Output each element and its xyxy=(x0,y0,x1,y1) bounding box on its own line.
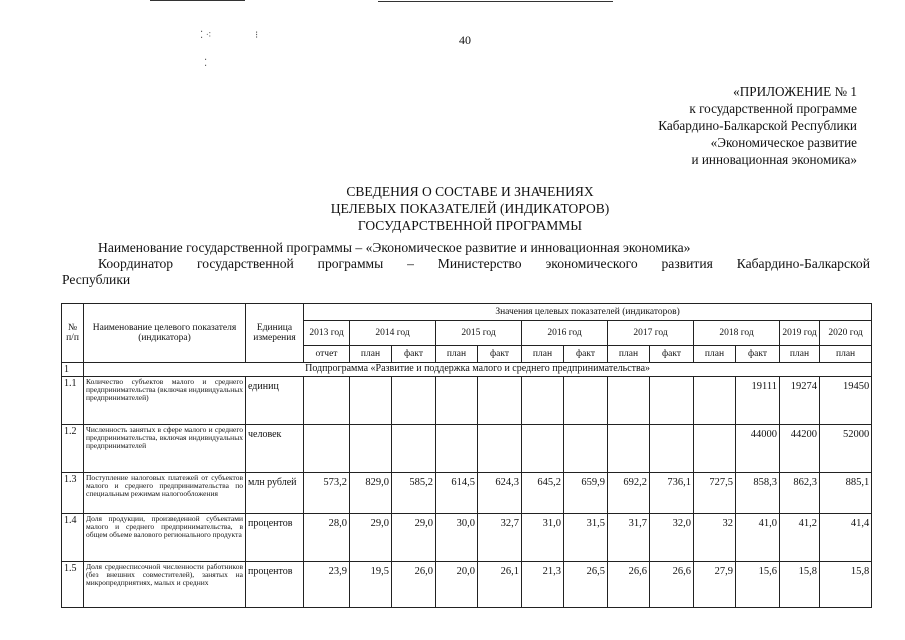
value-cell: 885,1 xyxy=(820,473,872,514)
value-cell: 585,2 xyxy=(392,473,436,514)
title-line: ГОСУДАРСТВЕННОЙ ПРОГРАММЫ xyxy=(357,218,583,233)
value-cell: 19274 xyxy=(780,377,820,425)
value-cell: 727,5 xyxy=(694,473,736,514)
value-cell xyxy=(608,377,650,425)
appendix-line: Кабардино-Балкарской Республики xyxy=(658,118,857,133)
value-cell: 27,9 xyxy=(694,562,736,608)
value-cell: 32 xyxy=(694,514,736,562)
row-num: 1.5 xyxy=(62,562,84,608)
header-year-2016: 2016 год xyxy=(522,321,608,346)
value-cell: 614,5 xyxy=(436,473,478,514)
value-cell: 15,6 xyxy=(736,562,780,608)
value-cell: 858,3 xyxy=(736,473,780,514)
row-unit: единиц xyxy=(246,377,304,425)
header-name: Наименование целевого показателя (индикатора) xyxy=(84,304,246,363)
header-year-2017: 2017 год xyxy=(608,321,694,346)
value-cell xyxy=(694,425,736,473)
value-cell: 659,9 xyxy=(564,473,608,514)
scan-dust: ⁝ xyxy=(255,30,259,41)
value-cell xyxy=(436,425,478,473)
appendix-header xyxy=(557,83,857,168)
header-report: отчет xyxy=(304,346,350,363)
value-cell xyxy=(608,425,650,473)
value-cell: 44000 xyxy=(736,425,780,473)
header-fact: факт xyxy=(478,346,522,363)
value-cell: 32,0 xyxy=(650,514,694,562)
value-cell: 19111 xyxy=(736,377,780,425)
header-year-2018: 2018 год xyxy=(694,321,780,346)
value-cell: 26,6 xyxy=(650,562,694,608)
header-plan: план xyxy=(694,346,736,363)
scan-dust: ⁚ xyxy=(204,58,208,69)
value-cell xyxy=(522,377,564,425)
header-fact: факт xyxy=(650,346,694,363)
table-row xyxy=(62,562,872,608)
table-row xyxy=(62,473,872,514)
row-name: Доля продукции, произведенной субъектами малого и среднего предпринимательства, в общем объеме валового регионального продукта xyxy=(84,514,246,562)
scan-mark-top-left xyxy=(150,0,245,1)
table-row xyxy=(62,377,872,425)
indicators-table xyxy=(61,303,872,608)
value-cell xyxy=(564,425,608,473)
scan-mark-top-center xyxy=(378,1,613,2)
value-cell: 21,3 xyxy=(522,562,564,608)
header-plan: план xyxy=(436,346,478,363)
table-row xyxy=(62,514,872,562)
value-cell: 30,0 xyxy=(436,514,478,562)
value-cell xyxy=(478,377,522,425)
header-plan: план xyxy=(820,346,872,363)
page-number: 40 xyxy=(459,33,471,47)
header-year-2013: 2013 год xyxy=(304,321,350,346)
program-coordinator-cont: Республики xyxy=(62,272,131,287)
header-fact: факт xyxy=(736,346,780,363)
table-row xyxy=(62,425,872,473)
value-cell xyxy=(694,377,736,425)
subprogram-num: 1 xyxy=(62,363,84,377)
value-cell xyxy=(350,377,392,425)
value-cell: 26,1 xyxy=(478,562,522,608)
value-cell: 573,2 xyxy=(304,473,350,514)
header-fact: факт xyxy=(392,346,436,363)
header-plan: план xyxy=(608,346,650,363)
value-cell: 26,5 xyxy=(564,562,608,608)
value-cell: 32,7 xyxy=(478,514,522,562)
header-plan: план xyxy=(780,346,820,363)
value-cell: 31,0 xyxy=(522,514,564,562)
row-num: 1.2 xyxy=(62,425,84,473)
header-values: Значения целевых показателей (индикаторов) xyxy=(304,304,872,321)
title-line: ЦЕЛЕВЫХ ПОКАЗАТЕЛЕЙ (ИНДИКАТОРОВ) xyxy=(330,201,610,216)
value-cell: 20,0 xyxy=(436,562,478,608)
value-cell: 624,3 xyxy=(478,473,522,514)
header-fact: факт xyxy=(564,346,608,363)
value-cell xyxy=(392,425,436,473)
row-unit: процентов xyxy=(246,562,304,608)
row-name: Поступление налоговых платежей от субъектов малого и среднего предпринимательства по специальным режимам налогообложения xyxy=(84,473,246,514)
appendix-line: «ПРИЛОЖЕНИЕ № 1 xyxy=(733,84,857,99)
value-cell: 44200 xyxy=(780,425,820,473)
value-cell: 31,7 xyxy=(608,514,650,562)
row-num: 1.4 xyxy=(62,514,84,562)
value-cell: 26,6 xyxy=(608,562,650,608)
row-unit: процентов xyxy=(246,514,304,562)
header-unit: Единица измерения xyxy=(246,304,304,363)
value-cell: 28,0 xyxy=(304,514,350,562)
appendix-line: и инновационная экономика» xyxy=(691,152,857,167)
row-num: 1.1 xyxy=(62,377,84,425)
value-cell xyxy=(522,425,564,473)
value-cell: 26,0 xyxy=(392,562,436,608)
value-cell: 645,2 xyxy=(522,473,564,514)
row-unit: млн рублей xyxy=(246,473,304,514)
value-cell: 23,9 xyxy=(304,562,350,608)
header-year-2020: 2020 год xyxy=(820,321,872,346)
header-year-2015: 2015 год xyxy=(436,321,522,346)
program-info xyxy=(62,240,870,288)
header-num: № п/п xyxy=(62,304,84,363)
scan-dust: ⁚ ⁖ xyxy=(200,30,212,41)
header-plan: план xyxy=(522,346,564,363)
value-cell: 829,0 xyxy=(350,473,392,514)
appendix-line: к государственной программе xyxy=(689,101,857,116)
value-cell: 692,2 xyxy=(608,473,650,514)
value-cell xyxy=(650,425,694,473)
document-title xyxy=(270,183,670,234)
value-cell: 19450 xyxy=(820,377,872,425)
value-cell xyxy=(304,377,350,425)
value-cell xyxy=(650,377,694,425)
value-cell: 31,5 xyxy=(564,514,608,562)
value-cell: 19,5 xyxy=(350,562,392,608)
appendix-line: «Экономическое развитие xyxy=(710,135,857,150)
value-cell: 29,0 xyxy=(392,514,436,562)
header-year-2014: 2014 год xyxy=(350,321,436,346)
value-cell xyxy=(350,425,392,473)
value-cell xyxy=(436,377,478,425)
row-name: Количество субъектов малого и среднего предпринимательства (включая индивидуальных предпринимателей) xyxy=(84,377,246,425)
value-cell xyxy=(304,425,350,473)
row-num: 1.3 xyxy=(62,473,84,514)
program-coordinator: Координатор государственной программы – Министерство экономического развития Кабардино-Балкарской xyxy=(98,256,870,271)
value-cell: 15,8 xyxy=(820,562,872,608)
value-cell: 29,0 xyxy=(350,514,392,562)
value-cell: 41,4 xyxy=(820,514,872,562)
subprogram-title: Подпрограмма «Развитие и поддержка малого и среднего предпринимательства» xyxy=(84,363,872,377)
value-cell: 862,3 xyxy=(780,473,820,514)
value-cell: 736,1 xyxy=(650,473,694,514)
value-cell xyxy=(392,377,436,425)
row-unit: человек xyxy=(246,425,304,473)
program-name: Наименование государственной программы – «Экономическое развитие и инновационная экономика» xyxy=(98,240,691,255)
value-cell: 15,8 xyxy=(780,562,820,608)
title-line: СВЕДЕНИЯ О СОСТАВЕ И ЗНАЧЕНИЯХ xyxy=(346,184,594,199)
value-cell: 41,2 xyxy=(780,514,820,562)
value-cell xyxy=(478,425,522,473)
value-cell xyxy=(564,377,608,425)
value-cell: 41,0 xyxy=(736,514,780,562)
row-name: Доля среднесписочной численности работников (без внешних совместителей), занятых на микропредприятиях, малых и средних xyxy=(84,562,246,608)
row-name: Численность занятых в сфере малого и среднего предпринимательства, включая индивидуальных предпринимателей xyxy=(84,425,246,473)
header-year-2019: 2019 год xyxy=(780,321,820,346)
header-plan: план xyxy=(350,346,392,363)
value-cell: 52000 xyxy=(820,425,872,473)
